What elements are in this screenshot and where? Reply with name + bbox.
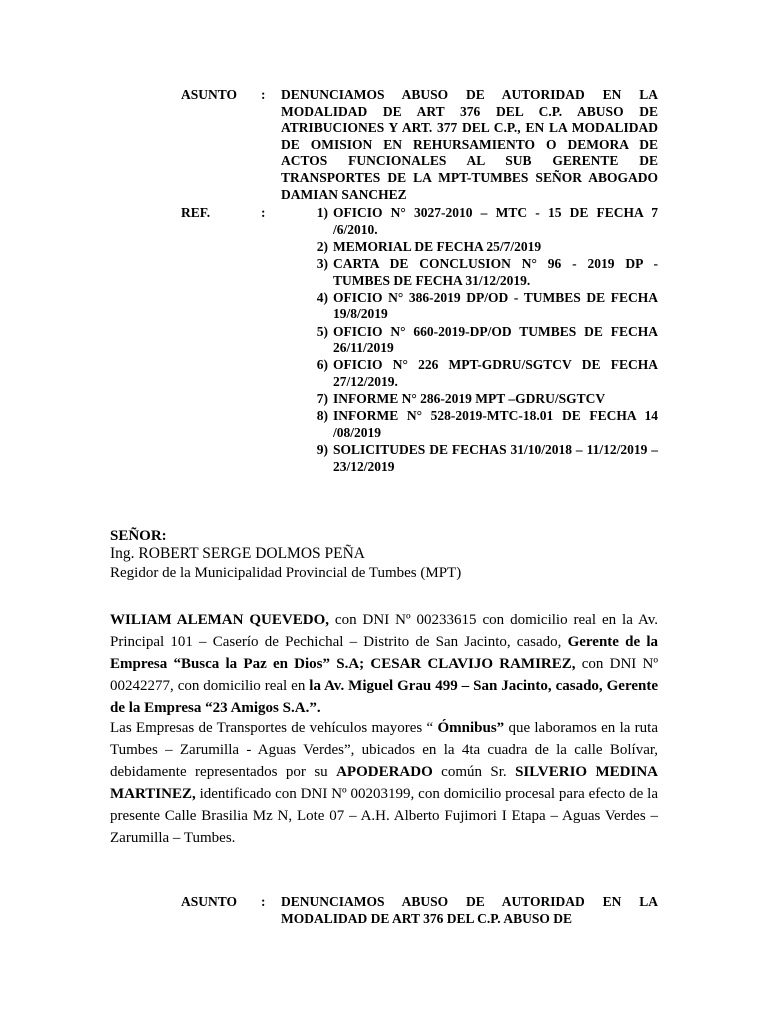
list-item: 5) OFICIO N° 660-2019-DP/OD TUMBES DE FECHA 26/11/2019 bbox=[316, 323, 658, 356]
salutation: SEÑOR: bbox=[110, 528, 167, 544]
list-item: 3) CARTA DE CONCLUSION N° 96 - 2019 DP - TUMBES DE FECHA 31/12/2019. bbox=[316, 255, 658, 288]
list-item: 4) OFICIO N° 386-2019 DP/OD - TUMBES DE FECHA 19/8/2019 bbox=[316, 289, 658, 322]
asunto-text: DENUNCIAMOS ABUSO DE AUTORIDAD EN LA MODALIDAD DE ART 376 DEL C.P. ABUSO DE bbox=[281, 894, 658, 926]
list-item: 2) MEMORIAL DE FECHA 25/7/2019 bbox=[316, 238, 542, 254]
asunto-block bbox=[181, 87, 658, 203]
addressee-title: Ing. bbox=[110, 545, 135, 562]
list-item: 9) SOLICITUDES DE FECHAS 31/10/2018 – 11/12/2019 – 23/12/2019 bbox=[316, 442, 658, 474]
reference-list bbox=[300, 205, 658, 476]
addressee-name-line bbox=[110, 544, 365, 564]
ref-label: REF. bbox=[181, 205, 211, 220]
asunto-text: DENUNCIAMOS ABUSO DE AUTORIDAD EN LA MODALIDAD DE ART 376 DEL C.P. ABUSO DE ATRIBUCIONES Y ART. 377 DEL C.P., EN LA MODALIDAD DE OMISION EN REHURSAMIENTO O DEMORA DE ACTOS FUNCIONALES AL SUB GERENTE DE TRANSPORTES DE LA MPT-TUMBES SEÑOR ABOGADO DAMIAN SANCHEZ bbox=[281, 87, 658, 202]
list-item: 8) INFORME N° 528-2019-MTC-18.01 DE FECHA 14 /08/2019 bbox=[316, 408, 658, 440]
body-paragraph-2: Las Empresas de Transportes de vehículos mayores “ Ómnibus” que laboramos en la ruta Tumbes – Zarumilla - Aguas Verdes”, ubicados en la 4ta cuadra de la calle Bolívar, debidamente representados por su APODERADO común Sr. SILVERIO MEDINA MARTINEZ, identificado con DNI Nº 00203199, con domicilio procesal para efecto de la presente Calle Brasilia Mz N, Lote 07 – A.H. Alberto Fujimori I Etapa – Aguas Verdes – Zarumilla – Tumbes. bbox=[110, 720, 658, 846]
asunto-block-2 bbox=[181, 894, 658, 927]
list-item: 1) OFICIO N° 3027-2010 – MTC - 15 DE FECHA 7 /6/2010. bbox=[316, 205, 658, 237]
asunto-colon: : bbox=[261, 87, 266, 102]
ref-label-row bbox=[181, 205, 281, 222]
ref-colon: : bbox=[261, 205, 266, 220]
addressee-name: ROBERT SERGE DOLMOS PEÑA bbox=[138, 545, 365, 562]
body-paragraph-1: WILIAM ALEMAN QUEVEDO, con DNI Nº 00233615 con domicilio real en la Av. Principal 101 – Caserío de Pechichal – Distrito de San Jacinto, casado, Gerente de la Empresa “Busca la Paz en Dios” S.A; CESAR CLAVIJO RAMIREZ, con DNI Nº 00242277, con domicilio real en la Av. Miguel Grau 499 – San Jacinto, casado, Gerente de la Empresa “23 Amigos S.A.”. bbox=[110, 612, 658, 716]
list-item: 6) OFICIO N° 226 MPT-GDRU/SGTCV DE FECHA 27/12/2019. bbox=[316, 357, 658, 389]
asunto-colon: : bbox=[261, 894, 266, 909]
asunto-label: ASUNTO bbox=[181, 87, 238, 102]
asunto-label: ASUNTO bbox=[181, 894, 238, 909]
list-item: 7) INFORME N° 286-2019 MPT –GDRU/SGTCV bbox=[316, 391, 606, 407]
addressee-position: Regidor de la Municipalidad Provincial de Tumbes (MPT) bbox=[110, 565, 462, 581]
